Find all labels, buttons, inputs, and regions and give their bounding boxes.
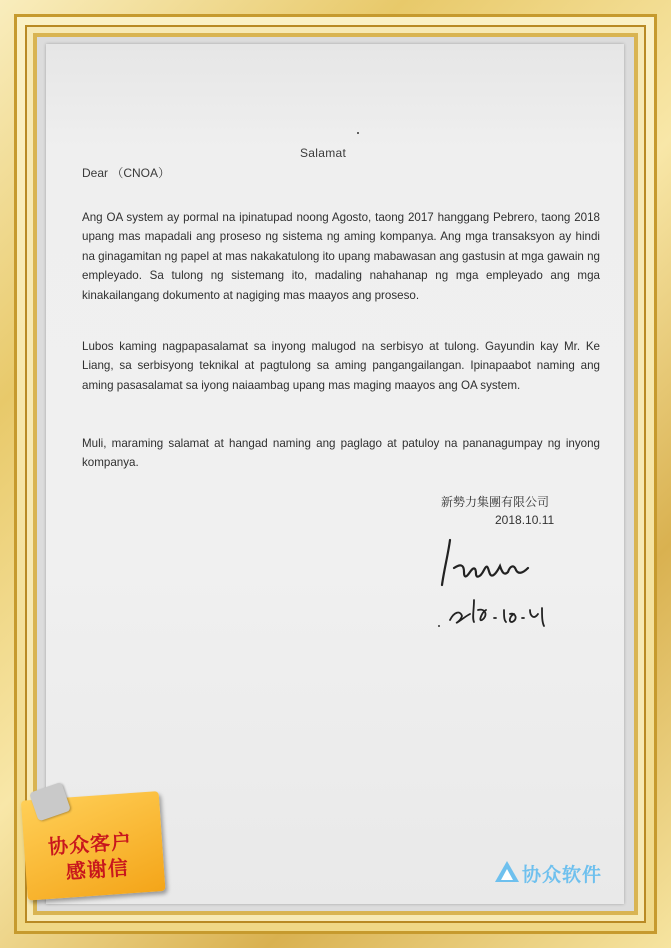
cnoa-logo-icon [494,860,520,884]
company-logo [494,858,614,892]
letter-paragraph-2: Lubos kaming nagpapasalamat sa inyong malugod na serbisyo at tulong. Gayundin kay Mr. Ke Liang, sa serbisyong teknikal at pagtulong sa aming pangangailangan. Ipinapaabot naming ang aming pasasalamat sa iyong naiaambag upang mas maging maayos ang OA system. [82,340,600,392]
speck [438,625,440,627]
letter-date: 2018.10.11 [495,513,555,527]
speck [357,132,359,134]
company-name: 新勢力集團有限公司 [441,495,550,509]
letter-salutation: Dear （CNOA） [82,166,171,180]
badge-line-2: 感谢信 [65,855,130,884]
letter-paragraph-3: Muli, maraming salamat at hangad naming ang paglago at patuloy na pananagumpay ng inyong kompanya. [82,437,600,470]
letter-paragraph-1: Ang OA system ay pormal na ipinatupad noong Agosto, taong 2017 hanggang Pebrero, taong 2018 upang mas mapadali ang proseso ng sistema ng aming kompanya. Ang mga transaksyon ay hindi na ginagamitan ng papel at mas nakakatulong ito upang mabawasan ang gastusin at mga gawain ng empleyado. Sa tulong ng sistemang ito, madaling nahahanap ng mga empleyado ang mga kinakailangang dokumento at nagiging mas maayos ang proseso. [82,211,600,302]
client-thanks-badge [10,779,170,907]
logo-name: 协众软件 [522,864,603,886]
handwritten-signature [430,530,560,630]
badge-line-1: 协众客户 [47,829,133,859]
letter-title: Salamat [300,146,347,160]
